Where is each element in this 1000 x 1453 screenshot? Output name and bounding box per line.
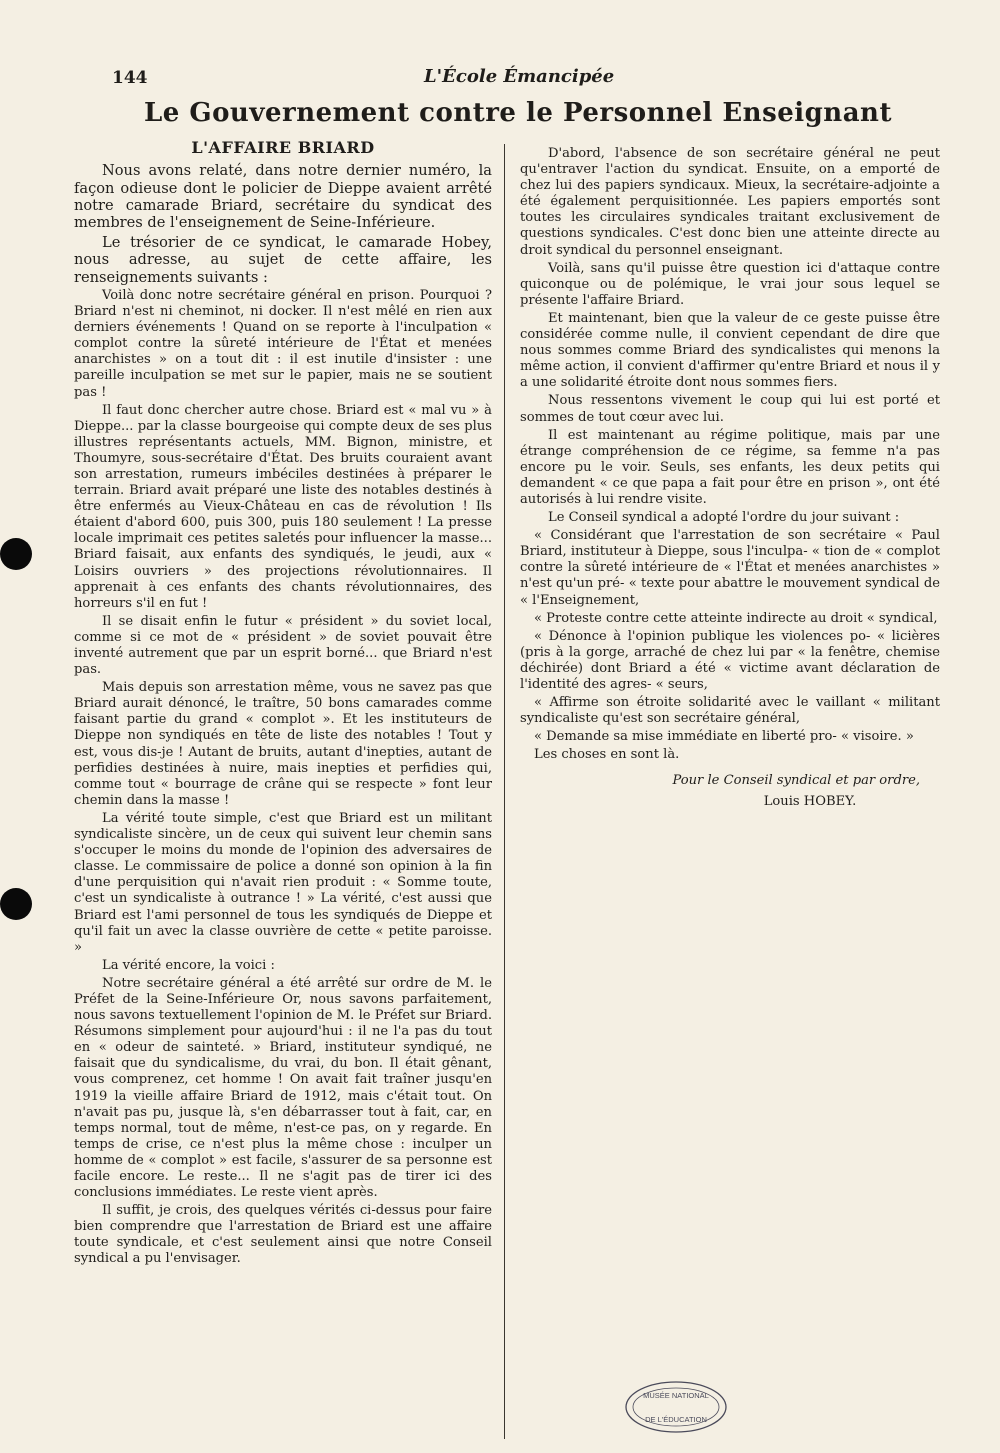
- paragraph: Notre secrétaire général a été arrêté sur ordre de M. le Préfet de la Seine-Inférieure Or, nous savons parfaitement, nous savons textuellement l'opinion de M. le Préfet sur Briard. Résumons simplement pour aujourd'hui : il ne l'a pas du tout en « odeur de sainteté. » Briard, instituteur syndiqué, ne faisait que du syndicalisme, du vrai, du bon. Il était gênant, vous comprenez, cet homme ! On avait fait traîner jusqu'en 1919 la vieille affaire Briard de 1912, mais c'était tout. On n'avait pas pu, jusque là, s'en débarrasser tout à fait, car, en temps normal, tout de même, n'est-ce pas, on y regarde. En temps de crise, ce n'est plus la même chose : inculper un homme de « complot » est facile, s'assurer de sa personne est facile encore. Le reste... Il ne s'agit pas de tirer ici des conclusions immédiates. Le reste vient après.: [74, 975, 492, 1201]
- page-header: [112, 64, 615, 92]
- main-title: Le Gouvernement contre le Personnel Enseignant: [144, 98, 892, 128]
- stamp-line-2: DE L'ÉDUCATION: [645, 1415, 707, 1424]
- paragraph: Nous ressentons vivement le coup qui lui est porté et sommes de tout cœur avec lui.: [520, 393, 940, 425]
- paragraph: Et maintenant, bien que la valeur de ce geste puisse être considérée comme nulle, il convient cependant de dire que nous sommes comme Briard des syndicalistes qui menons la même action, il convient d'affirmer qu'entre Briard et nous il y a une solidarité étroite dont nous sommes fiers.: [520, 310, 940, 391]
- article-subtitle: L'AFFAIRE BRIARD: [191, 138, 375, 157]
- signature-name: Louis HOBEY.: [763, 793, 857, 809]
- paragraph: Le Conseil syndical a adopté l'ordre du jour suivant :: [548, 510, 900, 526]
- paragraph: D'abord, l'absence de son secrétaire général ne peut qu'entraver l'action du syndicat. Ensuite, on a emporté de chez lui des papiers syndicaux. Mieux, la secrétaire-adjointe a été également perquisitionnée. Les papiers emportés sont toutes les circulaires syndicales traitant exclusivement de questions syndicales. C'est donc bien une atteinte directe au droit syndical du personnel enseignant.: [520, 146, 940, 258]
- signature-line: Pour le Conseil syndical et par ordre,: [672, 773, 920, 789]
- paragraph: La vérité toute simple, c'est que Briard est un militant syndicaliste sincère, un de ceux qui suivent leur chemin sans s'occuper le moins du monde de l'opinion des adversaires de classe. Le commissaire de police a donné son opinion à la fin d'une perquisition qui n'avait rien produit : « Somme toute, c'est un syndicaliste à outrance ! » La vérité, c'est aussi que Briard est l'ami personnel de tous les syndiqués de Dieppe et qu'il fait un avec la classe ouvrière de cette « petite paroisse. »: [74, 810, 492, 955]
- left-column: [74, 140, 492, 1270]
- punch-hole-top: [0, 538, 32, 570]
- column-divider: [504, 144, 505, 1439]
- resolution-clause: « Affirme son étroite solidarité avec le vaillant « militant syndicaliste qu'est son secrétaire général,: [520, 695, 940, 727]
- stamp-line-1: MUSÉE NATIONAL: [643, 1391, 709, 1400]
- journal-title: L'École Émancipée: [424, 66, 615, 87]
- resolution-clause: « Considérant que l'arrestation de son secrétaire « Paul Briard, instituteur à Dieppe, sous l'inculpa- « tion de « complot contre la sûreté intérieure de « l'État et menées anarchistes » n'est qu'un pré- « texte pour abattre le mouvement syndical de « l'Enseignement,: [520, 528, 940, 608]
- resolution-clause: « Dénonce à l'opinion publique les violences po- « licières (pris à la gorge, arraché de chez lui par « la fenêtre, chemise déchirée) dont Briard a été « victime avant déclaration de l'identité des agres- « seurs,: [520, 628, 940, 692]
- resolution-clause: « Demande sa mise immédiate en liberté pro- « visoire. »: [534, 729, 914, 745]
- resolution-clause: « Proteste contre cette atteinte indirecte au droit « syndical,: [534, 610, 938, 626]
- paragraph: Il se disait enfin le futur « président » du soviet local, comme si ce mot de « président » de soviet pouvait être inventé autrement que par un esprit borné... que Briard n'est pas.: [74, 613, 492, 678]
- paragraph: Le trésorier de ce syndicat, le camarade Hobey, nous adresse, au sujet de cette affaire, les renseignements suivants :: [74, 233, 492, 286]
- museum-stamp: [624, 1380, 728, 1434]
- punch-hole-bottom: [0, 888, 32, 920]
- resolution-text: [520, 528, 940, 763]
- paragraph: Voilà donc notre secrétaire général en prison. Pourquoi ? Briard n'est ni cheminot, ni docker. Il n'est mêlé en rien aux derniers événements ! Quand on se reporte à l'inculpation « complot contre la sûreté intérieure de l'État et menées anarchistes » on a tout dit : il est inutile d'insister : une pareille inculpation se met sur le papier, mais ne se soutient pas !: [74, 287, 492, 400]
- paragraph: Il faut donc chercher autre chose. Briard est « mal vu » à Dieppe... par la classe bourgeoise qui compte deux de ses plus illustres représentants actuels, MM. Bignon, ministre, et Thoumyre, sous-secrétaire d'État. Des bruits couraient avant son arrestation, rumeurs imbéciles destinées à préparer le terrain. Briard avait préparé une liste des notables destinés à être enfermés au Vieux-Château en cas de révolution ! Ils étaient d'abord 600, puis 300, puis 180 seulement ! La presse locale imprimait ces petites saletés pour influencer la masse... Briard faisait, aux enfants des syndiqués, le jeudi, aux « Loisirs ouvriers » des projections révolutionnaires. Il apprenait à ces enfants des chants révolutionnaires, des horreurs s'il en fut !: [74, 402, 492, 611]
- paragraph: Nous avons relaté, dans notre dernier numéro, la façon odieuse dont le policier de Dieppe avaient arrêté notre camarade Briard, secrétaire du syndicat des membres de l'enseignement de Seine-Inférieure.: [74, 162, 492, 232]
- paragraph: Il suffit, je crois, des quelques vérités ci-dessus pour faire bien comprendre que l'arrestation de Briard est une affaire toute syndicale, et c'est seulement ainsi que notre Conseil syndical a pu l'envisager.: [74, 1203, 492, 1267]
- right-column: [520, 146, 940, 810]
- page-number: 144: [112, 68, 148, 88]
- paragraph: Voilà, sans qu'il puisse être question ici d'attaque contre quiconque ou de polémique, le vrai jour sous lequel se présente l'affaire Briard.: [520, 260, 940, 308]
- paragraph: Il est maintenant au régime politique, mais par une étrange compréhension de ce régime, sa femme n'a pas encore pu le voir. Seuls, ses enfants, les deux petits qui demandent « ce que papa a fait pour être en prison », ont été autorisés à lui rendre visite.: [520, 427, 940, 507]
- paragraph: Mais depuis son arrestation même, vous ne savez pas que Briard aurait dénoncé, le traître, 50 bons camarades comme faisant partie du grand « complot ». Et les instituteurs de Dieppe non syndiqués en tête de liste des notables ! Tout y est, vous dis-je ! Autant de bruits, autant d'inepties, autant de perfidies destinées à nuire, mais inepties et perfidies qui, comme tout « bourrage de crâne qui se respecte » font leur chemin dans la masse !: [74, 680, 492, 808]
- paragraph: La vérité encore, la voici :: [102, 957, 275, 973]
- closing-line: Les choses en sont là.: [534, 747, 680, 763]
